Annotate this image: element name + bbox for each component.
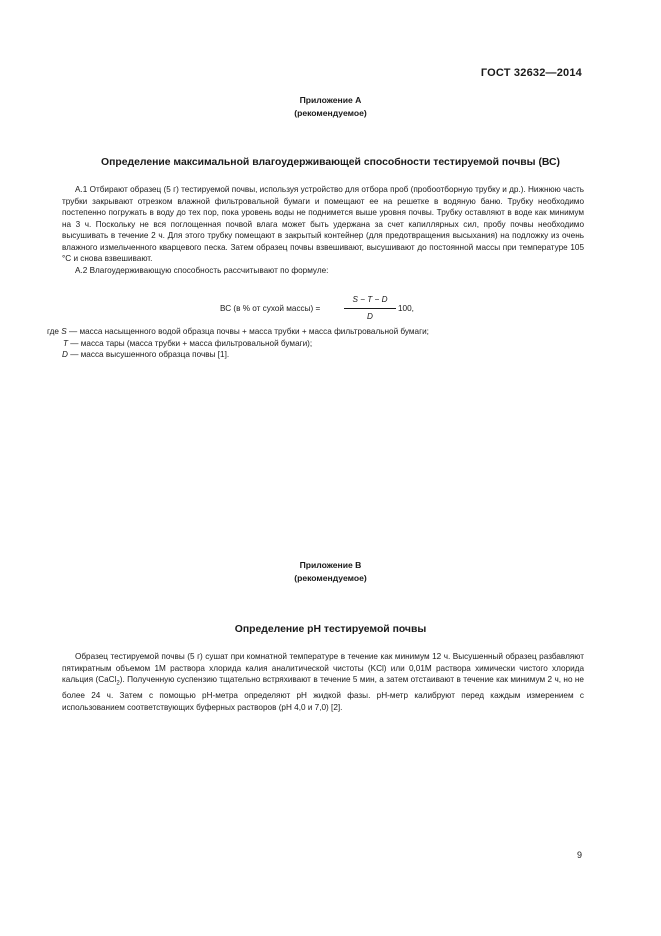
paragraph-b1-part1: Образец тестируемой почвы (5 г) сушат при комнатной температуре в течение как минимум 12 ч. Высушенный образец разбавляют пятикратным объемом 1М раствора хлорида калия аналитической чистоты (KCl) или 0,01М раствора химически чистого хлорида кальция (CaCl <box>62 652 584 685</box>
subscript-2: 2 <box>116 680 120 687</box>
definition-row <box>47 349 587 361</box>
definition-prefix: где <box>47 327 59 336</box>
formula-numerator: S − T − D <box>352 295 388 304</box>
definition-row <box>47 326 587 338</box>
paragraph-b1-part2: ). Полученную суспензию тщательно встряхивают в течение 5 мин, а затем отстаивают в течение как минимум 2 ч, но не более 24 ч. Затем с помощью рН-метра определяют рН жидкой фазы. рН-метр калибруют перед каждым измерением с использованием соответствующих буферных растворов (рН 4,0 и 7,0) [2]. <box>62 675 584 712</box>
formula-definitions <box>47 326 587 361</box>
definition-symbol: T <box>63 338 69 348</box>
definition-symbol: D <box>62 350 68 359</box>
moisture-capacity-formula <box>220 295 460 325</box>
fraction-bar <box>344 308 396 309</box>
appendix-a-title: Приложение А <box>299 95 362 105</box>
paragraph-a2: А.2 Влагоудерживающую способность рассчитывают по формуле: <box>75 265 329 275</box>
standard-code-header: ГОСТ 32632—2014 <box>480 67 582 79</box>
definition-symbol: S <box>61 327 67 336</box>
paragraph-b1 <box>62 651 584 713</box>
appendix-b-status: (рекомендуемое) <box>294 573 367 583</box>
formula-denominator: D <box>367 312 373 321</box>
appendix-a-status: (рекомендуемое) <box>294 108 367 118</box>
appendix-a-body <box>62 184 584 276</box>
appendix-b-heading: Определение рН тестируемой почвы <box>234 624 427 635</box>
definition-text: — масса насыщенного водой образца почвы + масса трубки + масса фильтровальной бумаги; <box>68 327 429 336</box>
appendix-a-heading: Определение максимальной влагоудерживающей способности тестируемой почвы (ВС) <box>101 157 560 168</box>
appendix-b-title: Приложение В <box>299 560 362 570</box>
formula-multiplier: 100, <box>398 304 414 313</box>
page-number: 9 <box>577 850 583 860</box>
appendix-b-body <box>62 651 584 713</box>
paragraph-a1: А.1 Отбирают образец (5 г) тестируемой почвы, используя устройство для отбора проб (пробоотборную трубку и др.). Нижнюю часть трубки закрывают отрезком влажной фильтровальной бумаги и помещают ее на решетке в водяную баню. Трубку необходимо постепенно погружать в воду до тех пор, пока уровень воды не поднимется выше уровня почвы. Трубку оставляют в воде как минимум на 3 ч. Поскольку не вся поглощенная почвой влага может быть удержана за счет капиллярных сил, пробу почвы необходимо высушивать в течение 2 ч. Для этого трубку помещают в закрытый контейнер (для предотвращения высыхания) на подложку из очень влажного измельченного кварцевого песка. Затем образец почвы взвешивают, высушивают до постоянной массы при температуре 105 °С и снова взвешивают. <box>62 185 584 264</box>
definition-row <box>47 338 587 350</box>
formula-lhs: ВС (в % от сухой массы) = <box>220 304 321 313</box>
definition-text: — масса высушенного образца почвы [1]. <box>70 350 230 359</box>
definition-text: — масса тары (масса трубки + масса фильтровальной бумаги); <box>70 338 313 348</box>
